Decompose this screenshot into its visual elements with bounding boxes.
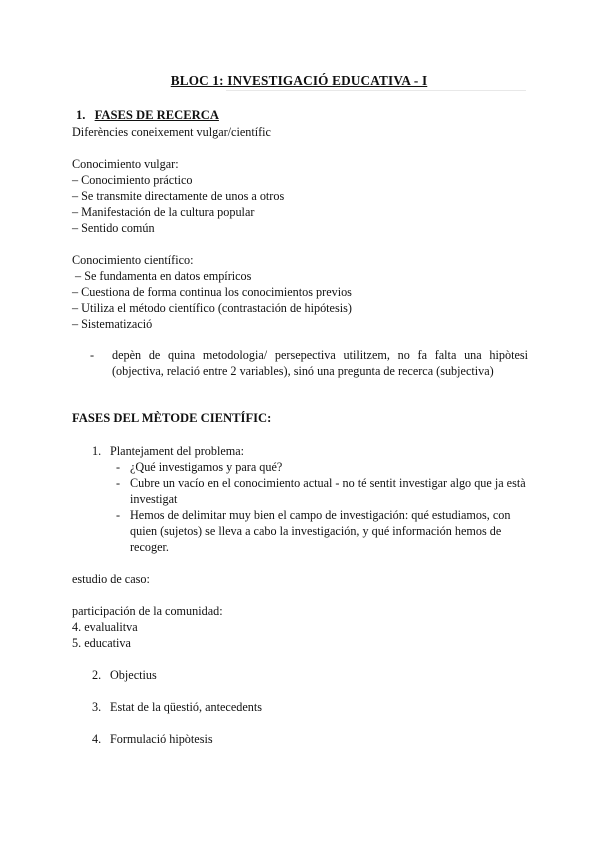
vulgar-item: – Sentido común	[72, 221, 155, 235]
title-divider	[226, 90, 526, 91]
step-2-label: Objectius	[110, 668, 157, 682]
list-item: 5. educativa	[72, 636, 131, 650]
list-item: 4. evalualitva	[72, 620, 138, 634]
vulgar-item: – Conocimiento práctico	[72, 173, 193, 187]
cientifico-item: – Utiliza el método científico (contrastación de hipótesis)	[72, 301, 352, 315]
step-3-label: Estat de la qüestió, antecedents	[110, 700, 262, 714]
page-title: BLOC 1: INVESTIGACIÓ EDUCATIVA - I	[170, 73, 428, 88]
section-1-number: 1.	[76, 108, 86, 122]
step-1-subitem: ¿Qué investigamos y para qué?	[130, 460, 283, 474]
cientifico-heading: Conocimiento científico:	[72, 253, 194, 267]
section-1-title: FASES DE RECERCA	[94, 108, 219, 122]
vulgar-item: – Manifestación de la cultura popular	[72, 205, 255, 219]
step-1-subitem: Hemos de delimitar muy bien el campo de investigación: qué estudiamos, con quien (sujetos) se lleva a cabo la investigación, y qué información hemos de recoger.	[130, 508, 511, 554]
note-bullet: -	[90, 348, 95, 362]
intro-text: Diferències coneixement vulgar/científic	[72, 125, 271, 139]
case-study-text: estudio de caso:	[72, 572, 150, 586]
step-4-label: Formulació hipòtesis	[110, 732, 213, 746]
cientifico-item: – Cuestiona de forma continua los conocimientos previos	[72, 285, 352, 299]
step-1-subitem: Cubre un vacío en el conocimiento actual - no té sentit investigar algo que ja està investigat	[130, 476, 526, 506]
section-2-heading: FASES DEL MÈTODE CIENTÍFIC:	[72, 411, 272, 425]
cientifico-item: – Sistematizació	[72, 317, 153, 331]
cientifico-item: – Se fundamenta en datos empíricos	[72, 269, 252, 283]
note-text: depèn de quina metodologia/ persepectiva utilitzem, no fa falta una hipòtesi (objectiva, relació entre 2 variables), sinó una pregunta de recerca (subjectiva)	[112, 348, 528, 378]
step-1-label: Plantejament del problema:	[110, 444, 245, 458]
sub-bullet: -	[116, 476, 121, 490]
vulgar-heading: Conocimiento vulgar:	[72, 157, 179, 171]
step-4-number: 4.	[92, 732, 102, 746]
sub-bullet: -	[116, 508, 121, 522]
step-3-number: 3.	[92, 700, 102, 714]
sub-bullet: -	[116, 460, 121, 474]
vulgar-item: – Se transmite directamente de unos a otros	[72, 189, 285, 203]
section-1-heading	[76, 107, 219, 123]
participation-text: participación de la comunidad:	[72, 604, 223, 618]
step-2-number: 2.	[92, 668, 102, 682]
step-1-number: 1.	[92, 444, 102, 458]
